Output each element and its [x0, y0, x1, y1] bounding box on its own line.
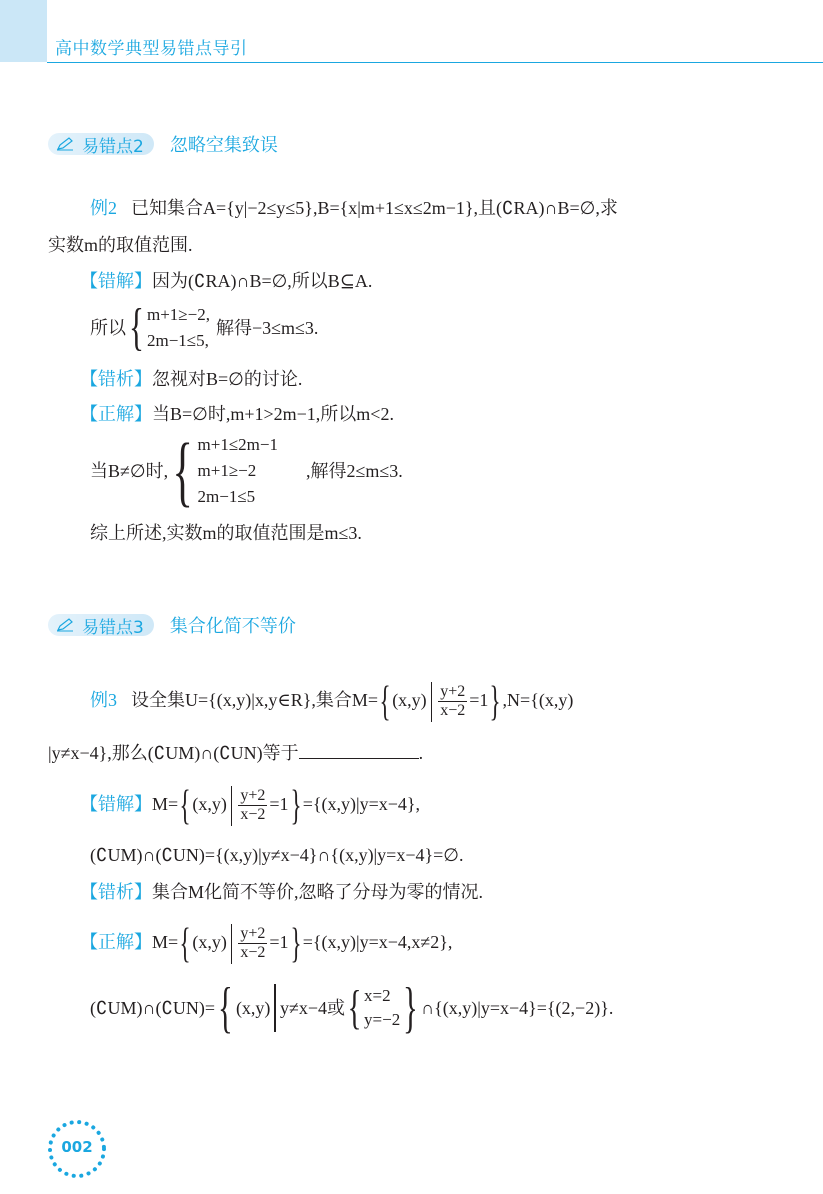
- analysis-tag: 【错析】: [80, 369, 152, 389]
- right-brace: }: [489, 678, 502, 725]
- example-label: 例3: [90, 690, 117, 710]
- ex2-correct-system: [90, 427, 403, 514]
- section-title: 忽略空集致误: [169, 135, 278, 156]
- ex3-analysis: 集合M化简不等价,忽略了分母为零的情况.: [152, 882, 484, 902]
- ex2-wrong2-post: 解得−3≤m≤3.: [215, 318, 319, 338]
- ex3-stem1-a: 设全集U={(x,y)|x,y∈R},集合M=: [131, 690, 379, 710]
- ex2-correct2-post: ,解得2≤m≤3.: [305, 461, 403, 481]
- correct-solution-tag: 【正解】: [80, 404, 152, 424]
- left-brace: {: [179, 920, 191, 967]
- set-head: (x,y): [192, 794, 227, 814]
- system-row: 2m−1≤5: [197, 487, 256, 506]
- fraction-denominator: x−2: [440, 702, 466, 720]
- answer-blank: [299, 740, 419, 759]
- system-row: m+1≤2m−1: [197, 435, 278, 454]
- section-title: 集合化简不等价: [169, 616, 296, 637]
- system-row: 2m−1≤5,: [146, 331, 209, 350]
- ex3-analysis-line: [80, 880, 483, 904]
- set-head: (x,y): [392, 690, 427, 710]
- ex3-correct1-a: M=: [152, 932, 179, 952]
- ex3-correct1-b: ={(x,y)|y=x−4,x≠2},: [302, 932, 453, 952]
- left-brace: {: [179, 782, 191, 829]
- ex3-wrong2: (∁UM)∩(∁UN)={(x,y)|y≠x−4}∩{(x,y)|y=x−4}=∅.: [90, 845, 464, 865]
- ex3-wrong-line1: [80, 780, 420, 828]
- ex2-correct-line: [80, 402, 394, 426]
- ex3-stem2: |y≠x−4},那么(∁UM)∩(∁UN)等于: [48, 743, 299, 763]
- analysis-tag: 【错析】: [80, 882, 152, 902]
- ex2-wrong2-pre: 所以: [90, 318, 126, 338]
- example-label: 例2: [90, 198, 117, 218]
- equals-one: =1: [269, 794, 289, 814]
- section-heading-3: [48, 612, 296, 638]
- fraction-denominator: x−2: [240, 806, 266, 824]
- ex3-correct2-b: ∩{(x,y)|y=x−4}={(2,−2)}.: [421, 998, 614, 1018]
- system-row: m+1≥−2,: [146, 305, 210, 324]
- ex2-wrong-line: [80, 269, 372, 293]
- left-brace: {: [347, 981, 362, 1034]
- set-bar: [274, 984, 276, 1032]
- left-brace: {: [172, 427, 194, 514]
- section-badge-label: 易错点3: [82, 617, 144, 638]
- ex2-conclusion: 综上所述,实数m的取值范围是m≤3.: [90, 523, 362, 543]
- right-brace: }: [403, 977, 419, 1039]
- pencil-icon: [56, 137, 74, 151]
- fraction: [438, 683, 467, 720]
- ex2-correct1: 当B=∅时,m+1>2m−1,所以m<2.: [152, 404, 394, 424]
- ex2-stem2: 实数m的取值范围.: [48, 235, 193, 255]
- equals-one: =1: [269, 932, 289, 952]
- set-head: (x,y): [192, 932, 227, 952]
- set-head: (x,y): [235, 998, 271, 1018]
- ex3-stem-line2: [48, 740, 423, 765]
- pencil-icon: [56, 618, 74, 632]
- right-brace: }: [290, 782, 302, 829]
- ex2-analysis-line: [80, 367, 302, 391]
- section-heading-2: [48, 131, 278, 157]
- ex2-stem-line1: [90, 196, 618, 220]
- ex2-stem1: 已知集合A={y|−2≤y≤5},B={x|m+1≤x≤2m−1},且(∁RA)∩B=∅,求: [131, 198, 618, 218]
- ex2-analysis: 忽视对B=∅的讨论.: [152, 369, 303, 389]
- set-bar: [231, 786, 233, 826]
- section-badge-label: 易错点2: [82, 136, 144, 157]
- header-title: 高中数学典型易错点导引: [55, 39, 248, 59]
- system-row: y=−2: [364, 1010, 401, 1029]
- ex2-wrong-system: [90, 299, 319, 356]
- fraction-numerator: y+2: [240, 787, 266, 805]
- ex3-stem2-end: .: [418, 743, 424, 763]
- wrong-solution-tag: 【错解】: [80, 794, 152, 814]
- ex3-correct-line2: [90, 977, 614, 1039]
- ex2-correct2-pre: 当B≠∅时,: [90, 461, 169, 481]
- fraction: [238, 787, 267, 824]
- ex3-wrong1-a: M=: [152, 794, 179, 814]
- system-row: m+1≥−2: [197, 461, 257, 480]
- correct-solution-tag: 【正解】: [80, 932, 152, 952]
- fraction-numerator: y+2: [440, 683, 466, 701]
- left-brace: {: [218, 977, 233, 1039]
- ex3-stem1-b: ,N={(x,y): [502, 690, 574, 710]
- ex2-wrong2-rows: [147, 302, 210, 354]
- right-brace: }: [290, 920, 302, 967]
- ex3-correct2-rows: [364, 984, 400, 1032]
- ex3-correct2-a: (∁UM)∩(∁UN)=: [90, 998, 216, 1018]
- ex3-correct-line1: [80, 918, 452, 966]
- system-row: x=2: [364, 986, 391, 1005]
- ex3-wrong1-b: ={(x,y)|y=x−4},: [302, 794, 421, 814]
- left-brace: {: [128, 299, 144, 356]
- ex2-correct2-rows: [198, 432, 278, 510]
- fraction-numerator: y+2: [240, 925, 266, 943]
- fraction: [238, 925, 267, 962]
- set-bar: [231, 924, 233, 964]
- wrong-solution-tag: 【错解】: [80, 271, 152, 291]
- header-rule: [47, 62, 823, 63]
- ex2-wrong1: 因为(∁RA)∩B=∅,所以B⊆A.: [152, 271, 373, 291]
- left-brace: {: [379, 678, 391, 725]
- header-corner-block: [0, 0, 47, 62]
- section-badge: [48, 614, 154, 636]
- equals-one: =1: [469, 690, 489, 710]
- ex3-correct2-mid: y≠x−4或: [279, 998, 345, 1018]
- fraction-denominator: x−2: [240, 944, 266, 962]
- section-badge: [48, 133, 154, 155]
- page-number: 002: [61, 1138, 93, 1156]
- set-bar: [431, 682, 433, 722]
- ex3-stem-line1: [90, 676, 573, 724]
